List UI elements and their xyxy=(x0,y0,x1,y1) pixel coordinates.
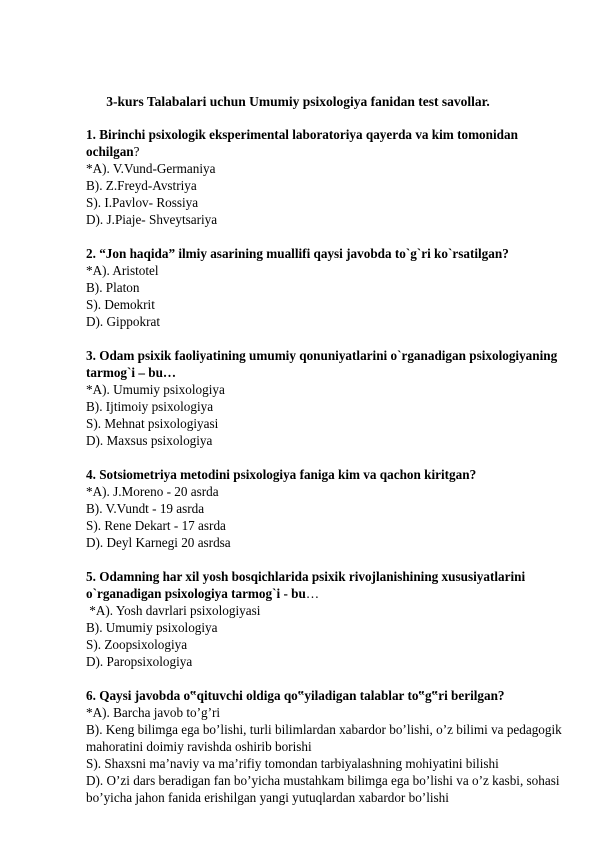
answer-option: *A). J.Moreno - 20 asrda xyxy=(86,484,219,499)
answer-option: D). Paropsixologiya xyxy=(86,654,193,669)
answer-option: B). Keng bilimga ega bo’lishi, turli bilimlardan xabardor bo’lishi, o’z bilimi va pedagogik mahoratini doimiy ravishda oshirib borishi xyxy=(86,722,562,754)
answer-option: D). J.Piaje- Shveytsariya xyxy=(86,212,218,227)
question-4 xyxy=(86,466,564,551)
answer-option: B). Platon xyxy=(86,280,140,295)
answer-option: B). Z.Freyd-Avstriya xyxy=(86,178,197,193)
question-suffix: … xyxy=(305,586,319,601)
answer-option: B). V.Vundt - 19 asrda xyxy=(86,501,205,516)
question-text: 3. Odam psixik faoliyatining umumiy qonuniyatlarini o`rganadigan psixologiyaning tarmog`i – bu… xyxy=(86,348,558,380)
answer-option: D). Maxsus psixologiya xyxy=(86,433,213,448)
answer-option: S). Rene Dekart - 17 asrda xyxy=(86,518,226,533)
answer-option: D). O’zi dars beradigan fan bo’yicha mustahkam bilimga ega bo’lishi va o’z kasbi, sohasi bo’yicha jahon fanida erishilgan yangi yutuqlardan xabardor bo’lishi xyxy=(86,773,560,805)
question-suffix: ? xyxy=(133,144,140,159)
question-3 xyxy=(86,347,564,449)
answer-option: *A). Yosh davrlari psixologiyasi xyxy=(86,603,261,618)
question-5 xyxy=(86,568,564,670)
answer-option: S). Zoopsixologiya xyxy=(86,637,188,652)
question-1 xyxy=(86,126,564,228)
question-text: 1. Birinchi psixologik eksperimental laboratoriya qayerda va kim tomonidan ochilgan? xyxy=(86,127,518,159)
answer-option: D). Gippokrat xyxy=(86,314,160,329)
answer-option: S). Demokrit xyxy=(86,297,155,312)
answer-option: S). Shaxsni ma’naviy va ma’rifiy tomondan tarbiyalashning mohiyatini bilishi xyxy=(86,756,499,771)
question-list xyxy=(86,126,564,823)
document-title: 3-kurs Talabalari uchun Umumiy psixologiya fanidan test savollar. xyxy=(106,94,490,109)
question-text: 2. “Jon haqida” ilmiy asarining muallifi qaysi javobda to`g`ri ko`rsatilgan? xyxy=(86,246,509,261)
answer-option: B). Ijtimoiy psixologiya xyxy=(86,399,214,414)
question-text: 4. Sotsiometriya metodini psixologiya faniga kim va qachon kiritgan? xyxy=(86,467,477,482)
answer-option: *A). Umumiy psixologiya xyxy=(86,382,225,397)
answer-option: S). Mehnat psixologiyasi xyxy=(86,416,219,431)
question-text: 6. Qaysi javobda o‟qituvchi oldiga qo‟yiladigan talablar to‟g‟ri berilgan? xyxy=(86,688,505,703)
question-text: 5. Odamning har xil yosh bosqichlarida psixik rivojlanishining xususiyatlarini o`rganadigan psixologiya tarmog`i - bu… xyxy=(86,569,526,601)
question-2 xyxy=(86,245,564,330)
answer-option: S). I.Pavlov- Rossiya xyxy=(86,195,199,210)
answer-option: *A). V.Vund-Germaniya xyxy=(86,161,216,176)
answer-option: *A). Aristotel xyxy=(86,263,159,278)
question-6 xyxy=(86,687,564,806)
answer-option: B). Umumiy psixologiya xyxy=(86,620,218,635)
answer-option: D). Deyl Karnegi 20 asrdsa xyxy=(86,535,231,550)
answer-option: *A). Barcha javob to’g’ri xyxy=(86,705,221,720)
